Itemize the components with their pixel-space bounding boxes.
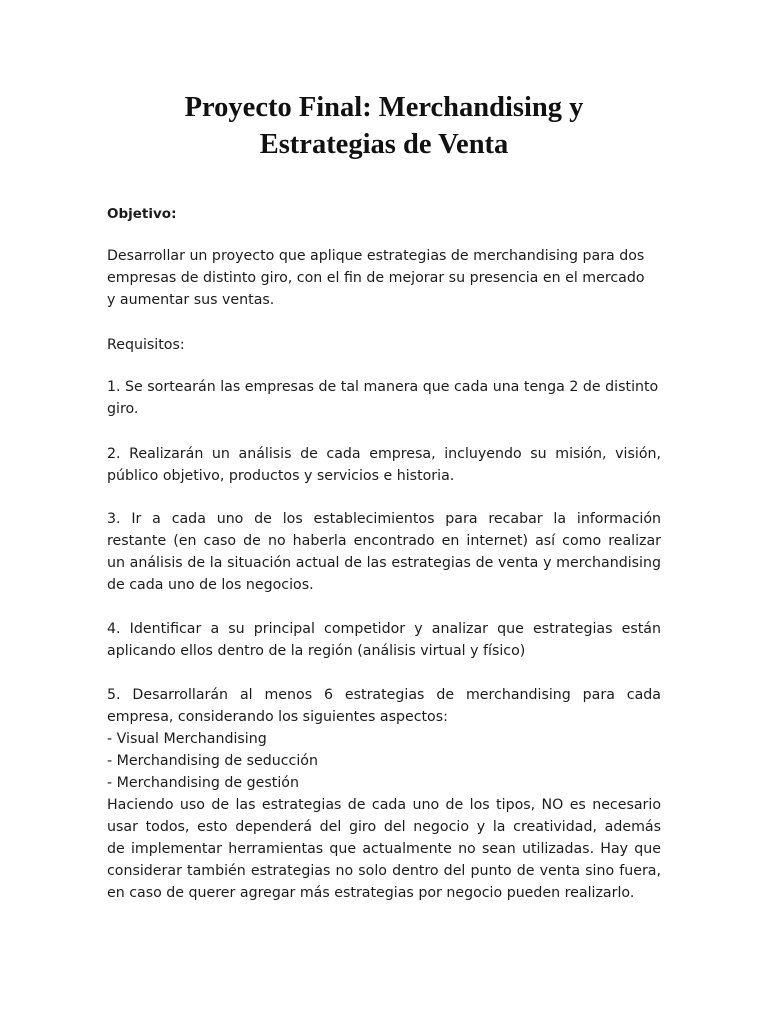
paragraph-line: 5. Desarrollarán al menos 6 estrategias de merchandising para cada — [107, 687, 661, 703]
paragraph-line: giro. — [107, 401, 139, 417]
requirement-3 — [107, 508, 661, 596]
paragraph-line: 4. Identificar a su principal competidor y analizar que estrategias están — [107, 621, 661, 637]
paragraph-line: 1. Se sortearán las empresas de tal manera que cada una tenga 2 de distinto — [107, 379, 659, 395]
title-line-2: Estrategias de Venta — [259, 129, 509, 160]
paragraph-line: considerar también estrategias no solo dentro del punto de venta sino fuera, — [107, 863, 661, 879]
paragraph-line: usar todos, esto dependerá del giro del negocio y la creatividad, además — [107, 819, 661, 835]
paragraph-line: 2. Realizarán un análisis de cada empresa, incluyendo su misión, visión, — [107, 446, 661, 462]
list-item: - Visual Merchandising — [107, 731, 267, 747]
paragraph-line: en caso de querer agregar más estrategias por negocio pueden realizarlo. — [107, 885, 635, 901]
title-line-1: Proyecto Final: Merchandising y — [184, 92, 584, 123]
requirement-5 — [107, 684, 661, 904]
paragraph-line: aplicando ellos dentro de la región (análisis virtual y físico) — [107, 643, 526, 659]
paragraph-line: y aumentar sus ventas. — [107, 292, 275, 308]
paragraph-line: empresa, considerando los siguientes aspectos: — [107, 709, 448, 725]
paragraph-line: Desarrollar un proyecto que aplique estrategias de merchandising para dos — [107, 248, 645, 264]
requirement-1 — [107, 376, 661, 420]
requirement-2 — [107, 443, 661, 487]
requirement-4 — [107, 618, 661, 662]
paragraph-line: empresas de distinto giro, con el fin de mejorar su presencia en el mercado — [107, 270, 645, 286]
document-title — [0, 89, 768, 163]
paragraph-line: 3. Ir a cada uno de los establecimientos para recabar la información — [107, 511, 661, 527]
paragraph-line: un análisis de la situación actual de las estrategias de venta y merchandising — [107, 555, 661, 571]
paragraph-line: de cada uno de los negocios. — [107, 577, 314, 593]
requirements-heading: Requisitos: — [107, 337, 185, 353]
paragraph-line: de implementar herramientas que actualmente no sean utilizadas. Hay que — [107, 841, 661, 857]
paragraph-line: restante (en caso de no haberla encontrado en internet) así como realizar — [107, 533, 661, 549]
objective-paragraph — [107, 245, 661, 311]
objective-heading: Objetivo: — [107, 206, 177, 222]
list-item: - Merchandising de gestión — [107, 775, 299, 791]
list-item: - Merchandising de seducción — [107, 753, 318, 769]
paragraph-line: Haciendo uso de las estrategias de cada uno de los tipos, NO es necesario — [107, 797, 661, 813]
paragraph-line: público objetivo, productos y servicios e historia. — [107, 468, 455, 484]
